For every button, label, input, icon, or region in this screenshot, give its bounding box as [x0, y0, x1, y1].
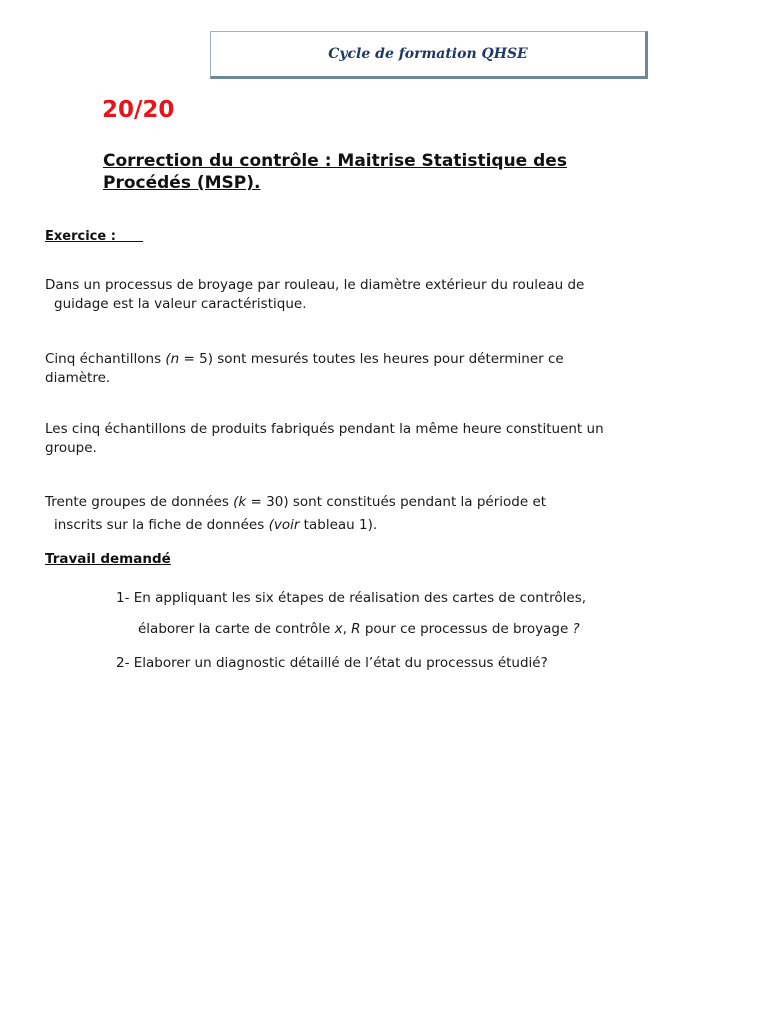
header-box [210, 31, 648, 79]
task-1-text-a: élaborer la carte de contrôle [138, 621, 335, 637]
task-1-line-1: 1- En appliquant les six étapes de réalisation des cartes de contrôles, [116, 590, 587, 606]
header-title: Cycle de formation QHSE [328, 46, 528, 62]
document-title [103, 150, 703, 194]
work-label: Travail demandé [45, 551, 171, 567]
paragraph-4-text-c: inscrits sur la fiche de données [54, 517, 269, 533]
paragraph-4-text-a: Trente groupes de données [45, 494, 234, 510]
paragraph-1-line-2: guidage est la valeur caractéristique. [54, 296, 307, 312]
paragraph-2-line-1 [45, 350, 705, 369]
paragraph-1-line-1: Dans un processus de broyage par rouleau, le diamètre extérieur du rouleau de [45, 277, 585, 293]
task-1-text-b: pour ce processus de broyage [360, 621, 573, 637]
paragraph-4 [45, 493, 705, 535]
paragraph-3-line-1: Les cinq échantillons de produits fabriqués pendant la même heure constituent un [45, 421, 604, 437]
paragraph-4-voir: (voir [268, 517, 300, 533]
exercise-label: Exercice : [45, 229, 144, 244]
paragraph-1 [45, 276, 705, 314]
paragraph-4-line-2 [45, 516, 705, 535]
paragraph-4-text-d: tableau 1). [299, 517, 378, 533]
paragraph-3-line-2: groupe. [45, 440, 97, 456]
paragraph-2-text-a: Cinq échantillons [45, 351, 166, 367]
paragraph-2-line-2: diamètre. [45, 370, 111, 386]
document-title-line-1: Correction du contrôle : Maitrise Statistique des [103, 151, 567, 171]
score-grade: 20/20 [102, 97, 175, 123]
task-1-question-mark: ? [572, 621, 580, 637]
paragraph-4-line-1 [45, 493, 705, 512]
task-2: 2- Elaborer un diagnostic détaillé de l’état du processus étudié? [116, 655, 548, 671]
paragraph-2-text-b: = 5) sont mesurés toutes les heures pour déterminer ce [179, 351, 564, 367]
task-1-line-2 [138, 620, 580, 639]
document-title-line-2: Procédés (MSP). [103, 173, 261, 193]
paragraph-3 [45, 420, 705, 458]
task-1-var-x: x [334, 621, 343, 637]
paragraph-4-var-k: (k [233, 494, 247, 510]
task-1-sep: , [342, 621, 352, 637]
paragraph-2-var-n: (n [165, 351, 180, 367]
task-1-var-r: R [351, 621, 361, 637]
paragraph-2 [45, 350, 705, 388]
paragraph-4-text-b: = 30) sont constitués pendant la période et [246, 494, 547, 510]
